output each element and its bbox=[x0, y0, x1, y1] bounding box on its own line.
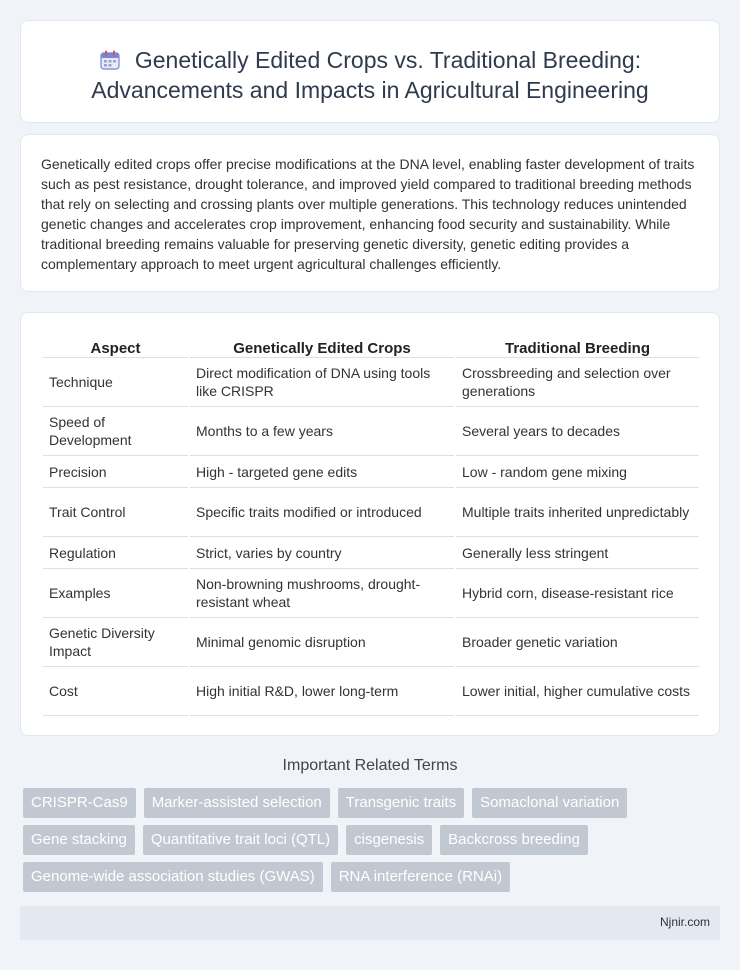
row-edited: Strict, varies by country bbox=[190, 537, 454, 569]
row-edited: Minimal genomic disruption bbox=[190, 618, 454, 667]
row-aspect: Examples bbox=[43, 569, 188, 618]
row-traditional: Generally less stringent bbox=[456, 537, 699, 569]
row-edited: Months to a few years bbox=[190, 407, 454, 456]
tag-backcross-breeding[interactable]: Backcross breeding bbox=[440, 825, 588, 855]
row-aspect: Trait Control bbox=[43, 488, 188, 537]
tag-gene-stacking[interactable]: Gene stacking bbox=[23, 825, 135, 855]
row-traditional: Several years to decades bbox=[456, 407, 699, 456]
row-edited: High - targeted gene edits bbox=[190, 456, 454, 488]
row-aspect: Regulation bbox=[43, 537, 188, 569]
table-row bbox=[43, 569, 699, 618]
tag-crispr-cas9[interactable]: CRISPR-Cas9 bbox=[23, 788, 136, 818]
row-edited: Non-browning mushrooms, drought-resistant wheat bbox=[190, 569, 454, 618]
footer-site-link[interactable]: Njnir.com bbox=[659, 915, 710, 929]
page-title bbox=[21, 45, 719, 105]
tag-somaclonal-variation[interactable]: Somaclonal variation bbox=[472, 788, 627, 818]
row-edited: High initial R&D, lower long-term bbox=[190, 667, 454, 716]
related-terms-title: Important Related Terms bbox=[282, 757, 458, 774]
row-traditional: Crossbreeding and selection over generations bbox=[456, 358, 699, 407]
tag-transgenic-traits[interactable]: Transgenic traits bbox=[338, 788, 464, 818]
tag-cisgenesis[interactable]: cisgenesis bbox=[346, 825, 432, 855]
calendar-icon bbox=[99, 49, 121, 71]
comparison-table bbox=[41, 333, 701, 716]
table-row bbox=[43, 358, 699, 407]
table-row bbox=[43, 537, 699, 569]
row-edited: Direct modification of DNA using tools like CRISPR bbox=[190, 358, 454, 407]
related-terms-tags bbox=[23, 788, 723, 899]
tag-rnai[interactable]: RNA interference (RNAi) bbox=[331, 862, 510, 892]
header-traditional: Traditional Breeding bbox=[456, 333, 699, 358]
header-aspect: Aspect bbox=[43, 333, 188, 358]
intro-card bbox=[20, 134, 720, 292]
intro-paragraph: Genetically edited crops offer precise modifications at the DNA level, enabling faster development of traits such as pest resistance, drought tolerance, and improved yield compared to traditional breeding methods that rely on selecting and crossing plants over multiple generations. This technology reduces unintended genetic changes and accelerates crop improvement, enhancing food security and sustainability. While traditional breeding remains valuable for preserving genetic diversity, genetic editing provides a complementary approach to meet urgent agricultural challenges efficiently. bbox=[41, 156, 695, 272]
row-traditional: Hybrid corn, disease-resistant rice bbox=[456, 569, 699, 618]
header-edited: Genetically Edited Crops bbox=[190, 333, 454, 358]
title-line-1: Genetically Edited Crops vs. Traditional Breeding: bbox=[134, 47, 642, 73]
tag-qtl[interactable]: Quantitative trait loci (QTL) bbox=[143, 825, 338, 855]
row-aspect: Precision bbox=[43, 456, 188, 488]
row-aspect: Speed of Development bbox=[43, 407, 188, 456]
footer bbox=[20, 906, 720, 940]
table-header-row bbox=[43, 333, 699, 358]
title-line-2: Advancements and Impacts in Agricultural Engineering bbox=[91, 77, 649, 103]
row-traditional: Low - random gene mixing bbox=[456, 456, 699, 488]
table-row bbox=[43, 618, 699, 667]
title-card bbox=[20, 20, 720, 123]
table-row bbox=[43, 456, 699, 488]
table-row bbox=[43, 407, 699, 456]
comparison-card bbox=[20, 312, 720, 736]
row-traditional: Broader genetic variation bbox=[456, 618, 699, 667]
tag-marker-assisted-selection[interactable]: Marker-assisted selection bbox=[144, 788, 330, 818]
row-aspect: Technique bbox=[43, 358, 188, 407]
row-edited: Specific traits modified or introduced bbox=[190, 488, 454, 537]
row-aspect: Cost bbox=[43, 667, 188, 716]
tag-gwas[interactable]: Genome-wide association studies (GWAS) bbox=[23, 862, 323, 892]
row-traditional: Multiple traits inherited unpredictably bbox=[456, 488, 699, 537]
table-row bbox=[43, 488, 699, 537]
row-aspect: Genetic Diversity Impact bbox=[43, 618, 188, 667]
row-traditional: Lower initial, higher cumulative costs bbox=[456, 667, 699, 716]
table-row bbox=[43, 667, 699, 716]
